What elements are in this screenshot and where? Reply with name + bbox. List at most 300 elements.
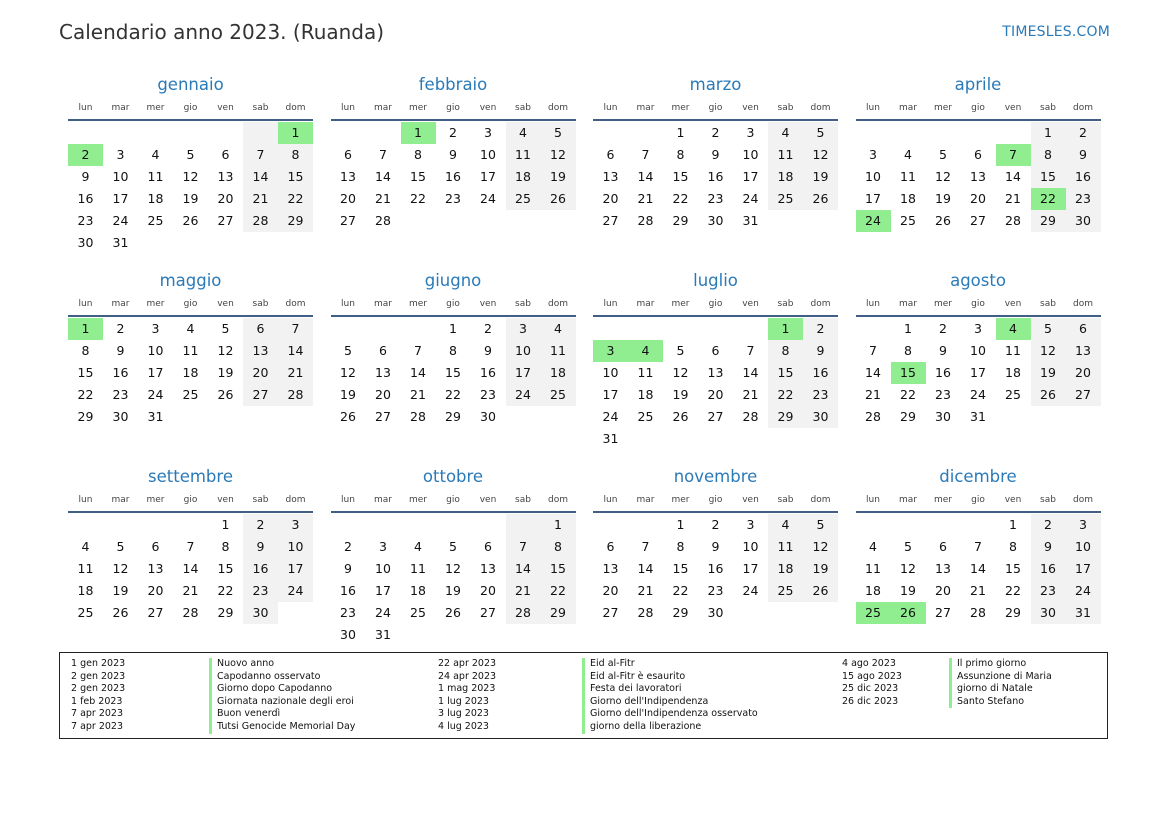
day-cell: 22 xyxy=(541,580,576,602)
day-grid xyxy=(593,121,838,232)
day-cell: 18 xyxy=(77,583,94,598)
month-dicembre xyxy=(856,465,1101,651)
day-cell: 5 xyxy=(541,122,576,144)
day-cell: 26 xyxy=(182,213,199,228)
day-cell: 3 xyxy=(974,321,982,336)
weekday-header xyxy=(593,293,838,317)
day-cell: 22 xyxy=(217,583,234,598)
day-cell: 6 xyxy=(151,539,160,554)
day-cell: 10 xyxy=(147,343,164,358)
day-cell: 22 xyxy=(672,583,689,598)
day-cell: 14 xyxy=(865,365,881,380)
day-cell: 7 xyxy=(414,343,422,358)
day-cell: 15 xyxy=(410,169,426,184)
empty-cell xyxy=(663,318,698,340)
day-cell: 8 xyxy=(676,147,685,162)
day-cell: 1 xyxy=(676,125,685,140)
day-cell: 13 xyxy=(602,561,619,576)
holiday-date: 22 apr 2023 xyxy=(438,658,497,669)
day-cell: 14 xyxy=(182,561,199,576)
weekday-label: dom xyxy=(810,299,831,309)
day-cell: 14 xyxy=(637,561,654,576)
empty-cell xyxy=(628,318,663,340)
day-cell: 21 xyxy=(410,387,426,402)
day-cell: 17 xyxy=(506,362,541,384)
empty-cell xyxy=(891,514,926,536)
day-cell: 22 xyxy=(278,188,313,210)
month-name: luglio xyxy=(693,271,738,290)
day-cell: 14 xyxy=(506,558,541,580)
month-name: maggio xyxy=(159,271,222,290)
holiday-day-cell: 4 xyxy=(996,318,1031,340)
day-cell: 3 xyxy=(151,321,160,336)
empty-cell xyxy=(436,514,471,536)
weekday-label: mer xyxy=(146,299,165,309)
day-cell: 26 xyxy=(340,409,356,424)
empty-cell xyxy=(856,514,891,536)
holiday-name: Assunzione di Maria xyxy=(949,671,1052,684)
day-cell: 10 xyxy=(1066,536,1101,558)
day-cell: 9 xyxy=(484,343,492,358)
day-cell: 28 xyxy=(506,602,541,624)
day-cell: 4 xyxy=(186,321,195,336)
day-cell: 4 xyxy=(768,514,803,536)
day-cell: 25 xyxy=(506,188,541,210)
day-cell: 31 xyxy=(742,213,759,228)
day-cell: 6 xyxy=(484,539,492,554)
day-cell: 20 xyxy=(970,191,986,206)
empty-cell xyxy=(103,122,138,144)
holiday-date: 1 mag 2023 xyxy=(438,683,496,695)
day-cell: 21 xyxy=(1005,191,1021,206)
day-cell: 12 xyxy=(900,561,916,576)
day-cell: 25 xyxy=(768,188,803,210)
weekday-label: mar xyxy=(636,299,655,309)
empty-cell xyxy=(208,122,243,144)
day-cell: 11 xyxy=(637,365,654,380)
day-cell: 3 xyxy=(869,147,877,162)
day-cell: 26 xyxy=(803,188,838,210)
day-cell: 9 xyxy=(939,343,947,358)
empty-cell xyxy=(628,122,663,144)
weekday-label: mer xyxy=(146,103,165,113)
day-cell: 16 xyxy=(340,583,356,598)
holiday-name: Eid al-Fitr è esaurito xyxy=(582,671,758,684)
day-cell: 17 xyxy=(1066,558,1101,580)
day-cell: 19 xyxy=(340,387,356,402)
day-cell: 17 xyxy=(480,169,496,184)
day-cell: 11 xyxy=(410,561,426,576)
day-cell: 13 xyxy=(340,169,356,184)
page-title: Calendario anno 2023. (Ruanda) xyxy=(59,20,385,44)
day-cell: 24 xyxy=(112,213,129,228)
day-cell: 9 xyxy=(1066,144,1101,166)
day-cell: 8 xyxy=(221,539,230,554)
day-cell: 24 xyxy=(147,387,164,402)
weekday-header xyxy=(856,489,1101,513)
day-cell: 17 xyxy=(112,191,129,206)
day-cell: 6 xyxy=(221,147,230,162)
day-cell: 7 xyxy=(243,144,278,166)
day-cell: 15 xyxy=(217,561,234,576)
day-cell: 6 xyxy=(379,343,387,358)
day-cell: 29 xyxy=(278,210,313,232)
day-cell: 18 xyxy=(900,191,916,206)
empty-cell xyxy=(961,514,996,536)
weekday-label: ven xyxy=(742,103,759,113)
day-cell: 31 xyxy=(112,235,129,250)
weekday-label: ven xyxy=(479,103,497,113)
day-cell: 24 xyxy=(1066,580,1101,602)
empty-cell xyxy=(698,318,733,340)
day-grid xyxy=(856,513,1101,624)
weekday-label: dom xyxy=(285,299,306,309)
day-cell: 30 xyxy=(707,213,724,228)
day-cell: 15 xyxy=(1031,166,1066,188)
weekday-label: gio xyxy=(708,495,723,505)
day-cell: 28 xyxy=(637,605,654,620)
holiday-date: 4 ago 2023 xyxy=(842,658,896,669)
day-cell: 28 xyxy=(243,210,278,232)
day-cell: 1 xyxy=(449,321,457,336)
empty-cell xyxy=(593,318,628,340)
holiday-name: Il primo giorno xyxy=(949,658,1052,671)
month-luglio xyxy=(593,269,838,455)
holiday-dates-column xyxy=(71,658,125,734)
day-cell: 24 xyxy=(742,583,759,598)
weekday-label: ven xyxy=(1004,103,1022,113)
weekday-label: dom xyxy=(1073,103,1093,113)
day-cell: 13 xyxy=(480,561,496,576)
weekday-label: dom xyxy=(285,103,306,113)
day-cell: 18 xyxy=(768,558,803,580)
day-cell: 21 xyxy=(243,188,278,210)
day-cell: 26 xyxy=(1031,384,1066,406)
day-cell: 14 xyxy=(243,166,278,188)
day-cell: 7 xyxy=(746,343,755,358)
empty-cell xyxy=(366,122,401,144)
day-cell: 8 xyxy=(541,536,576,558)
month-agosto xyxy=(856,269,1101,455)
day-cell: 18 xyxy=(1005,365,1021,380)
weekday-label: mar xyxy=(374,299,392,309)
day-cell: 8 xyxy=(278,144,313,166)
day-cell: 15 xyxy=(541,558,576,580)
day-cell: 28 xyxy=(742,409,759,424)
day-cell: 22 xyxy=(445,387,461,402)
day-cell: 15 xyxy=(1005,561,1021,576)
holiday-name: Giorno dopo Capodanno xyxy=(209,683,355,696)
day-cell: 2 xyxy=(1031,514,1066,536)
day-cell: 7 xyxy=(641,539,650,554)
holiday-date: 7 apr 2023 xyxy=(71,720,124,732)
day-grid xyxy=(331,513,576,646)
day-cell: 22 xyxy=(900,387,916,402)
weekday-label: gio xyxy=(708,299,723,309)
weekday-label: lun xyxy=(866,103,880,113)
month-marzo xyxy=(593,73,838,259)
holiday-name: Giorno dell'Indipendenza osservato xyxy=(582,708,758,721)
day-cell: 24 xyxy=(278,580,313,602)
day-cell: 19 xyxy=(445,583,461,598)
day-cell: 2 xyxy=(449,125,457,140)
day-cell: 20 xyxy=(707,387,724,402)
day-cell: 17 xyxy=(147,365,164,380)
weekday-label: sab xyxy=(777,495,794,505)
empty-cell xyxy=(856,318,891,340)
day-cell: 12 xyxy=(182,169,199,184)
day-cell: 25 xyxy=(77,605,94,620)
day-cell: 28 xyxy=(970,605,986,620)
day-cell: 25 xyxy=(768,580,803,602)
day-cell: 27 xyxy=(340,213,356,228)
day-cell: 21 xyxy=(182,583,199,598)
day-cell: 12 xyxy=(672,365,689,380)
day-cell: 12 xyxy=(935,169,951,184)
day-cell: 27 xyxy=(970,213,986,228)
day-cell: 18 xyxy=(410,583,426,598)
day-cell: 9 xyxy=(81,169,90,184)
weekday-label: mer xyxy=(671,299,690,309)
day-cell: 8 xyxy=(1009,539,1017,554)
day-cell: 10 xyxy=(970,343,986,358)
weekday-label: sab xyxy=(252,299,269,309)
day-cell: 4 xyxy=(904,147,912,162)
day-cell: 13 xyxy=(935,561,951,576)
day-cell: 16 xyxy=(77,191,94,206)
day-cell: 1 xyxy=(221,517,230,532)
day-cell: 27 xyxy=(147,605,164,620)
weekday-label: sab xyxy=(515,299,531,309)
day-grid xyxy=(593,317,838,450)
day-cell: 30 xyxy=(707,605,724,620)
day-cell: 11 xyxy=(768,536,803,558)
day-cell: 3 xyxy=(746,125,755,140)
day-cell: 29 xyxy=(445,409,461,424)
weekday-label: lun xyxy=(603,103,618,113)
day-cell: 27 xyxy=(480,605,496,620)
day-cell: 11 xyxy=(182,343,199,358)
holiday-name: Nuovo anno xyxy=(209,658,355,671)
holiday-date: 1 lug 2023 xyxy=(438,695,489,707)
day-cell: 20 xyxy=(935,583,951,598)
day-cell: 29 xyxy=(217,605,234,620)
weekday-label: gio xyxy=(971,495,985,505)
weekday-label: sab xyxy=(252,103,269,113)
day-cell: 15 xyxy=(77,365,94,380)
holiday-date: 1 gen 2023 xyxy=(71,658,126,669)
day-cell: 11 xyxy=(506,144,541,166)
day-cell: 10 xyxy=(602,365,619,380)
day-cell: 26 xyxy=(803,580,838,602)
day-cell: 16 xyxy=(707,169,724,184)
day-cell: 20 xyxy=(375,387,391,402)
day-cell: 13 xyxy=(707,365,724,380)
weekday-label: ven xyxy=(742,299,759,309)
empty-cell xyxy=(856,122,891,144)
day-cell: 17 xyxy=(278,558,313,580)
day-cell: 4 xyxy=(541,318,576,340)
weekday-label: dom xyxy=(548,495,568,505)
day-cell: 16 xyxy=(445,169,461,184)
empty-cell xyxy=(506,514,541,536)
holiday-day-cell: 1 xyxy=(278,122,313,144)
day-cell: 29 xyxy=(1005,605,1021,620)
day-cell: 7 xyxy=(278,318,313,340)
day-cell: 6 xyxy=(1066,318,1101,340)
holiday-name: giorno di Natale xyxy=(949,683,1052,696)
day-cell: 21 xyxy=(637,583,654,598)
day-cell: 10 xyxy=(375,561,391,576)
weekday-label: mar xyxy=(636,495,655,505)
weekday-label: dom xyxy=(810,103,831,113)
day-cell: 12 xyxy=(803,536,838,558)
day-cell: 23 xyxy=(707,191,724,206)
empty-cell xyxy=(733,318,768,340)
day-cell: 31 xyxy=(147,409,164,424)
brand-link[interactable]: TIMESLES.COM xyxy=(1002,24,1110,40)
day-cell: 11 xyxy=(1005,343,1021,358)
day-cell: 3 xyxy=(484,125,492,140)
day-cell: 9 xyxy=(803,340,838,362)
day-cell: 14 xyxy=(1005,169,1021,184)
empty-cell xyxy=(331,318,366,340)
weekday-label: mer xyxy=(408,299,427,309)
day-cell: 17 xyxy=(742,561,759,576)
day-cell: 4 xyxy=(506,122,541,144)
holiday-day-cell: 15 xyxy=(891,362,926,384)
weekday-header xyxy=(68,489,313,513)
empty-cell xyxy=(243,122,278,144)
day-cell: 18 xyxy=(865,583,881,598)
empty-cell xyxy=(138,514,173,536)
holiday-name: Tutsi Genocide Memorial Day xyxy=(209,721,355,734)
day-cell: 20 xyxy=(340,191,356,206)
holiday-name: Capodanno osservato xyxy=(209,671,355,684)
day-cell: 4 xyxy=(81,539,90,554)
weekday-label: gio xyxy=(446,299,460,309)
day-cell: 13 xyxy=(147,561,164,576)
day-cell: 23 xyxy=(112,387,129,402)
day-cell: 27 xyxy=(217,213,234,228)
day-cell: 11 xyxy=(77,561,94,576)
empty-cell xyxy=(68,122,103,144)
day-cell: 2 xyxy=(711,125,720,140)
day-cell: 26 xyxy=(672,409,689,424)
day-cell: 22 xyxy=(77,387,94,402)
weekday-label: lun xyxy=(341,103,355,113)
weekday-label: mer xyxy=(933,495,952,505)
empty-cell xyxy=(401,514,436,536)
day-cell: 27 xyxy=(375,409,391,424)
weekday-header xyxy=(593,489,838,513)
day-cell: 9 xyxy=(116,343,125,358)
day-cell: 30 xyxy=(112,409,129,424)
day-grid xyxy=(68,513,313,624)
month-ottobre xyxy=(331,465,576,651)
month-name: novembre xyxy=(673,467,758,486)
weekday-label: dom xyxy=(810,495,831,505)
day-cell: 31 xyxy=(602,431,619,446)
day-cell: 20 xyxy=(602,191,619,206)
day-cell: 5 xyxy=(449,539,457,554)
day-cell: 6 xyxy=(606,539,615,554)
day-cell: 19 xyxy=(900,583,916,598)
day-cell: 3 xyxy=(278,514,313,536)
weekday-label: sab xyxy=(252,495,269,505)
empty-cell xyxy=(593,122,628,144)
empty-cell xyxy=(401,318,436,340)
holiday-name: Santo Stefano xyxy=(949,696,1052,709)
day-cell: 22 xyxy=(1005,583,1021,598)
holiday-list xyxy=(59,652,1108,739)
weekday-label: lun xyxy=(78,103,93,113)
day-cell: 9 xyxy=(1031,536,1066,558)
day-cell: 28 xyxy=(410,409,426,424)
day-cell: 27 xyxy=(602,605,619,620)
holiday-day-cell: 4 xyxy=(628,340,663,362)
holiday-day-cell: 25 xyxy=(856,602,891,624)
holiday-name: Giornata nazionale degli eroi xyxy=(209,696,355,709)
day-cell: 25 xyxy=(147,213,164,228)
day-cell: 11 xyxy=(865,561,881,576)
day-cell: 29 xyxy=(768,406,803,428)
day-cell: 22 xyxy=(768,384,803,406)
day-cell: 19 xyxy=(1031,362,1066,384)
day-cell: 29 xyxy=(541,602,576,624)
day-cell: 29 xyxy=(672,213,689,228)
day-cell: 2 xyxy=(939,321,947,336)
day-cell: 25 xyxy=(541,384,576,406)
weekday-label: sab xyxy=(515,103,531,113)
weekday-header xyxy=(331,293,576,317)
weekday-label: dom xyxy=(1073,299,1093,309)
day-cell: 31 xyxy=(375,627,391,642)
weekday-label: mar xyxy=(374,103,392,113)
weekday-label: sab xyxy=(777,299,794,309)
day-cell: 5 xyxy=(803,122,838,144)
month-name: ottobre xyxy=(422,467,484,486)
day-cell: 8 xyxy=(449,343,457,358)
day-cell: 19 xyxy=(541,166,576,188)
day-cell: 12 xyxy=(541,144,576,166)
day-cell: 8 xyxy=(414,147,422,162)
day-cell: 16 xyxy=(1066,166,1101,188)
holiday-day-cell: 24 xyxy=(856,210,891,232)
day-cell: 13 xyxy=(243,340,278,362)
weekday-label: sab xyxy=(515,495,531,505)
day-cell: 20 xyxy=(1066,362,1101,384)
day-grid xyxy=(856,121,1101,232)
weekday-label: sab xyxy=(777,103,794,113)
day-cell: 17 xyxy=(375,583,391,598)
day-grid xyxy=(856,317,1101,428)
weekday-label: lun xyxy=(341,299,355,309)
day-cell: 12 xyxy=(803,144,838,166)
day-cell: 25 xyxy=(900,213,916,228)
empty-cell xyxy=(366,318,401,340)
empty-cell xyxy=(926,122,961,144)
day-cell: 10 xyxy=(742,539,759,554)
day-cell: 4 xyxy=(869,539,877,554)
month-name: aprile xyxy=(954,75,1002,94)
day-cell: 5 xyxy=(939,147,947,162)
day-cell: 30 xyxy=(1031,602,1066,624)
weekday-label: mer xyxy=(933,103,952,113)
day-cell: 1 xyxy=(676,517,685,532)
holiday-date: 24 apr 2023 xyxy=(438,670,497,682)
day-cell: 13 xyxy=(602,169,619,184)
